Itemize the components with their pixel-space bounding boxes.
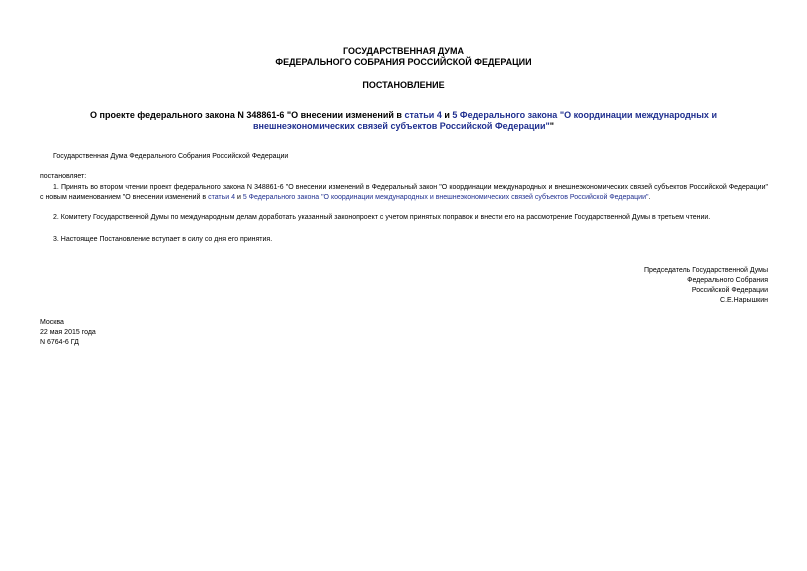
subject-prefix: О проекте федерального закона N 348861-6 "О внесении изменений в — [90, 110, 405, 120]
paragraph-3: 3. Настоящее Постановление вступает в силу со дня его принятия. — [53, 236, 273, 243]
paragraph-2: 2. Комитету Государственной Думы по международным делам доработать указанный законопроект с учетом принятых поправок и внести его на рассмотрение Государственной Думы в третьем чтении. — [53, 214, 711, 221]
paragraph-1-link-article-4[interactable]: статьи 4 — [208, 194, 236, 201]
signature-block — [644, 266, 768, 306]
document-footer — [40, 318, 96, 348]
document-type: ПОСТАНОВЛЕНИЕ — [362, 80, 445, 90]
subject-link-article-5[interactable]: 5 Федерального закона "О координации международных и внешнеэкономических связей субъектов Российской Федерации" — [252, 110, 717, 131]
paragraph-1-link-article-5[interactable]: 5 Федерального закона "О координации международных и внешнеэкономических связей субъектов Российской Федерации" — [242, 194, 649, 201]
document-number: N 6764-6 ГД — [40, 339, 79, 346]
resolves-line: постановляет: — [40, 173, 87, 180]
org-name-line2: ФЕДЕРАЛЬНОГО СОБРАНИЯ РОССИЙСКОЙ ФЕДЕРАЦИИ — [275, 57, 532, 67]
signatory-name: С.Е.Нарышкин — [720, 297, 768, 304]
signature-title-line1: Председатель Государственной Думы — [643, 267, 768, 274]
signature-title-line3: Российской Федерации — [691, 287, 768, 294]
document-subject — [40, 110, 767, 132]
paragraph-1-conjunction: и — [235, 194, 243, 201]
paragraph-1-suffix: . — [648, 194, 651, 201]
place-of-signing: Москва — [40, 319, 64, 326]
date-of-signing: 22 мая 2015 года — [40, 329, 96, 336]
paragraph-1 — [40, 183, 768, 203]
org-name-line1: ГОСУДАРСТВЕННАЯ ДУМА — [342, 46, 465, 56]
subject-link-article-4[interactable]: статьи 4 — [404, 110, 442, 120]
subject-suffix: " — [549, 121, 555, 131]
subject-conjunction: и — [441, 110, 453, 120]
signature-title-line2: Федерального Собрания — [687, 277, 768, 284]
paragraph-1-text: 1. Принять во втором чтении проект федерального закона N 348861-6 "О внесении изменений в Федеральный закон "О координации международных и внешнеэкономических связей субъектов Российской Федерации" с новым наименованием "О внесении изменений в — [40, 184, 768, 201]
document-header — [0, 46, 807, 68]
intro-paragraph: Государственная Дума Федерального Собрания Российской Федерации — [53, 153, 289, 160]
